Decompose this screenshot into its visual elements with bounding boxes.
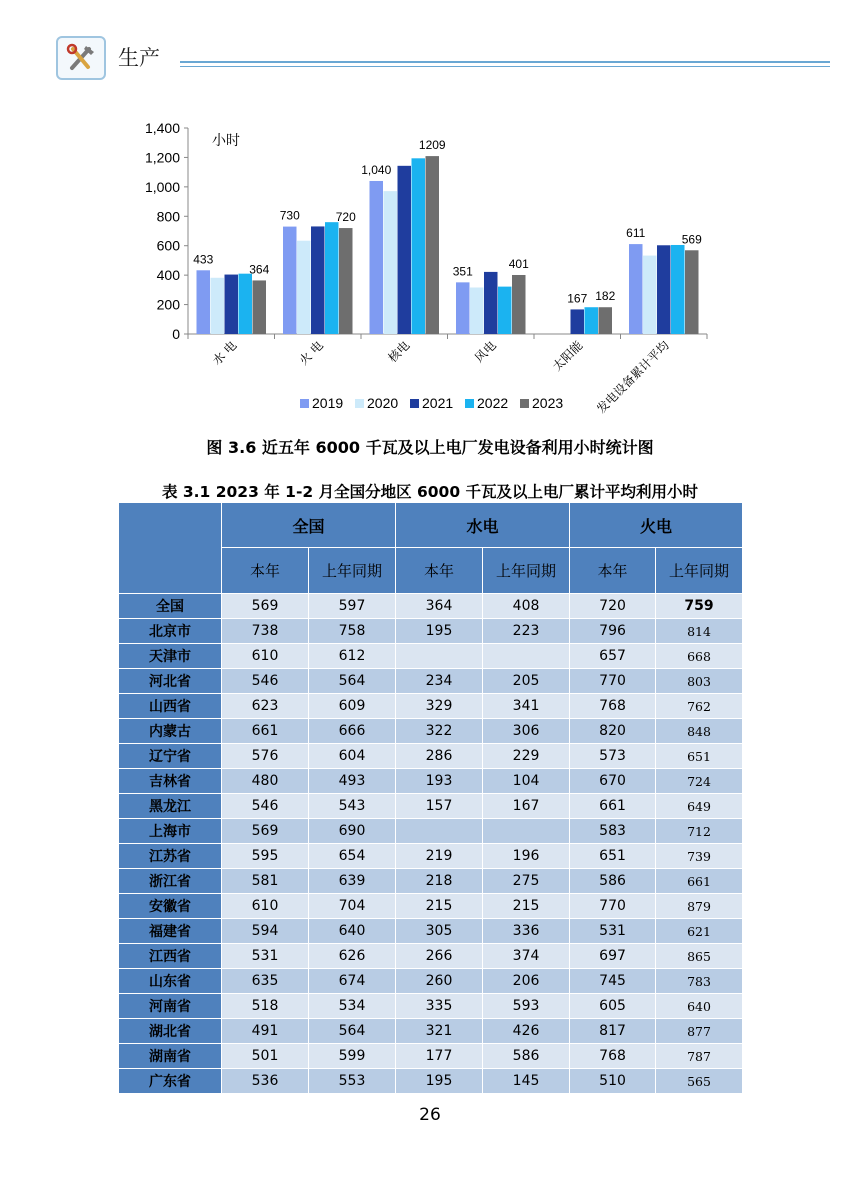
sub-header: 上年同期 xyxy=(656,548,743,594)
value-cell: 759 xyxy=(656,594,743,619)
legend-label: 2022 xyxy=(477,395,509,411)
region-cell: 全国 xyxy=(119,594,222,619)
utilization-hours-chart xyxy=(0,0,860,430)
data-label: 182 xyxy=(595,289,616,304)
value-cell: 593 xyxy=(483,994,570,1019)
y-tick-label: 800 xyxy=(156,208,180,225)
value-cell: 586 xyxy=(570,869,656,894)
bar xyxy=(370,181,384,334)
data-label: 1209 xyxy=(418,138,446,153)
value-cell: 674 xyxy=(309,969,396,994)
value-cell: 266 xyxy=(396,944,483,969)
value-cell: 814 xyxy=(656,619,743,644)
y-tick-label: 1,400 xyxy=(144,120,180,136)
value-cell: 654 xyxy=(309,844,396,869)
value-cell: 206 xyxy=(483,969,570,994)
value-cell: 426 xyxy=(483,1019,570,1044)
legend-label: 2023 xyxy=(532,395,564,411)
bar xyxy=(599,307,613,334)
group-header: 火电 xyxy=(570,503,743,548)
table-row xyxy=(119,869,743,894)
legend-swatch xyxy=(520,399,529,408)
y-tick-label: 200 xyxy=(156,296,180,313)
value-cell: 865 xyxy=(656,944,743,969)
value-cell: 260 xyxy=(396,969,483,994)
value-cell: 583 xyxy=(570,819,656,844)
value-cell: 787 xyxy=(656,1044,743,1069)
value-cell: 657 xyxy=(570,644,656,669)
region-cell: 天津市 xyxy=(119,644,222,669)
table-row xyxy=(119,744,743,769)
value-cell: 104 xyxy=(483,769,570,794)
table-row xyxy=(119,644,743,669)
table-row xyxy=(119,1019,743,1044)
bar xyxy=(671,245,685,334)
value-cell: 626 xyxy=(309,944,396,969)
x-category-label: 发电设备累计平均 xyxy=(594,338,672,417)
table-row xyxy=(119,819,743,844)
value-cell: 569 xyxy=(222,594,309,619)
value-cell: 720 xyxy=(570,594,656,619)
x-category-label: 水 电 xyxy=(209,338,240,368)
region-cell: 河南省 xyxy=(119,994,222,1019)
table-row xyxy=(119,844,743,869)
value-cell: 758 xyxy=(309,619,396,644)
value-cell: 564 xyxy=(309,669,396,694)
bar xyxy=(643,256,657,334)
value-cell: 651 xyxy=(570,844,656,869)
data-label: 167 xyxy=(567,291,588,306)
data-label: 401 xyxy=(508,256,529,271)
value-cell xyxy=(396,644,483,669)
bar xyxy=(657,245,671,334)
region-cell: 广东省 xyxy=(119,1069,222,1094)
bar xyxy=(325,222,339,334)
value-cell: 223 xyxy=(483,619,570,644)
region-cell: 山西省 xyxy=(119,694,222,719)
value-cell: 518 xyxy=(222,994,309,1019)
value-cell: 712 xyxy=(656,819,743,844)
bar xyxy=(629,244,643,334)
data-label: 569 xyxy=(681,232,702,247)
bar xyxy=(470,288,484,334)
value-cell: 649 xyxy=(656,794,743,819)
value-cell: 661 xyxy=(570,794,656,819)
table-row xyxy=(119,769,743,794)
value-cell: 195 xyxy=(396,1069,483,1094)
value-cell: 322 xyxy=(396,719,483,744)
value-cell: 546 xyxy=(222,669,309,694)
value-cell: 493 xyxy=(309,769,396,794)
value-cell: 803 xyxy=(656,669,743,694)
bar xyxy=(426,156,440,334)
bar xyxy=(239,274,253,334)
table-corner-cell xyxy=(119,503,222,594)
value-cell: 565 xyxy=(656,1069,743,1094)
region-cell: 浙江省 xyxy=(119,869,222,894)
legend-swatch xyxy=(465,399,474,408)
legend-label: 2020 xyxy=(367,395,399,411)
value-cell: 546 xyxy=(222,794,309,819)
table-row xyxy=(119,794,743,819)
sub-header: 上年同期 xyxy=(309,548,396,594)
y-tick-label: 400 xyxy=(156,267,180,284)
value-cell: 586 xyxy=(483,1044,570,1069)
table-row xyxy=(119,894,743,919)
value-cell: 329 xyxy=(396,694,483,719)
value-cell: 234 xyxy=(396,669,483,694)
table-row xyxy=(119,669,743,694)
value-cell: 610 xyxy=(222,644,309,669)
region-cell: 湖北省 xyxy=(119,1019,222,1044)
data-label: 433 xyxy=(193,252,214,267)
value-cell: 770 xyxy=(570,669,656,694)
table-row xyxy=(119,969,743,994)
sub-header: 本年 xyxy=(570,548,656,594)
region-cell: 北京市 xyxy=(119,619,222,644)
table-row xyxy=(119,719,743,744)
value-cell: 341 xyxy=(483,694,570,719)
sub-header: 本年 xyxy=(396,548,483,594)
bar xyxy=(211,278,225,334)
x-category-label: 核电 xyxy=(385,338,413,366)
table-row xyxy=(119,919,743,944)
value-cell: 215 xyxy=(483,894,570,919)
value-cell: 848 xyxy=(656,719,743,744)
value-cell: 651 xyxy=(656,744,743,769)
regional-hours-table xyxy=(118,502,743,1094)
bar xyxy=(512,275,526,334)
y-tick-label: 1,200 xyxy=(144,149,180,166)
value-cell: 668 xyxy=(656,644,743,669)
value-cell: 690 xyxy=(309,819,396,844)
value-cell: 639 xyxy=(309,869,396,894)
value-cell: 195 xyxy=(396,619,483,644)
value-cell: 215 xyxy=(396,894,483,919)
bar xyxy=(456,282,470,334)
table-row xyxy=(119,694,743,719)
bar xyxy=(384,191,398,334)
value-cell: 640 xyxy=(656,994,743,1019)
bar xyxy=(311,226,325,334)
value-cell: 768 xyxy=(570,694,656,719)
legend-label: 2019 xyxy=(312,395,344,411)
section-title: 生产 xyxy=(118,46,160,70)
region-cell: 湖南省 xyxy=(119,1044,222,1069)
value-cell: 196 xyxy=(483,844,570,869)
value-cell: 745 xyxy=(570,969,656,994)
value-cell: 553 xyxy=(309,1069,396,1094)
value-cell xyxy=(396,819,483,844)
region-cell: 上海市 xyxy=(119,819,222,844)
legend-swatch xyxy=(355,399,364,408)
bar xyxy=(585,307,599,334)
value-cell: 817 xyxy=(570,1019,656,1044)
bar xyxy=(339,228,353,334)
bar xyxy=(253,280,267,334)
value-cell: 510 xyxy=(570,1069,656,1094)
table-caption: 表 3.1 2023 年 1-2 月全国分地区 6000 千瓦及以上电厂累计平均利用小时 xyxy=(161,483,699,501)
value-cell: 480 xyxy=(222,769,309,794)
value-cell: 610 xyxy=(222,894,309,919)
region-cell: 山东省 xyxy=(119,969,222,994)
x-category-label: 火 电 xyxy=(296,338,326,368)
value-cell xyxy=(483,819,570,844)
region-cell: 江西省 xyxy=(119,944,222,969)
table-row xyxy=(119,944,743,969)
value-cell: 621 xyxy=(656,919,743,944)
data-label: 1,040 xyxy=(361,162,392,177)
value-cell: 661 xyxy=(222,719,309,744)
value-cell: 531 xyxy=(222,944,309,969)
legend-label: 2021 xyxy=(422,395,454,411)
value-cell: 599 xyxy=(309,1044,396,1069)
region-cell: 黑龙江 xyxy=(119,794,222,819)
y-tick-label: 600 xyxy=(156,237,180,254)
x-category-label: 风电 xyxy=(471,338,499,366)
value-cell: 336 xyxy=(483,919,570,944)
value-cell: 275 xyxy=(483,869,570,894)
region-cell: 辽宁省 xyxy=(119,744,222,769)
bar xyxy=(685,250,699,334)
value-cell: 670 xyxy=(570,769,656,794)
group-header: 水电 xyxy=(396,503,570,548)
legend-swatch xyxy=(300,399,309,408)
value-cell: 762 xyxy=(656,694,743,719)
value-cell: 543 xyxy=(309,794,396,819)
value-cell: 597 xyxy=(309,594,396,619)
value-cell: 820 xyxy=(570,719,656,744)
value-cell: 576 xyxy=(222,744,309,769)
value-cell: 157 xyxy=(396,794,483,819)
value-cell: 205 xyxy=(483,669,570,694)
data-label: 611 xyxy=(626,226,646,241)
value-cell: 594 xyxy=(222,919,309,944)
value-cell: 193 xyxy=(396,769,483,794)
value-cell: 286 xyxy=(396,744,483,769)
bar xyxy=(225,275,239,334)
value-cell: 697 xyxy=(570,944,656,969)
value-cell: 145 xyxy=(483,1069,570,1094)
value-cell: 218 xyxy=(396,869,483,894)
region-cell: 安徽省 xyxy=(119,894,222,919)
value-cell: 536 xyxy=(222,1069,309,1094)
data-label: 730 xyxy=(279,208,300,223)
value-cell: 739 xyxy=(656,844,743,869)
value-cell: 581 xyxy=(222,869,309,894)
value-cell: 564 xyxy=(309,1019,396,1044)
page-number: 26 xyxy=(419,1105,441,1125)
region-cell: 福建省 xyxy=(119,919,222,944)
value-cell: 569 xyxy=(222,819,309,844)
sub-header: 本年 xyxy=(222,548,309,594)
region-cell: 江苏省 xyxy=(119,844,222,869)
value-cell: 609 xyxy=(309,694,396,719)
value-cell: 605 xyxy=(570,994,656,1019)
value-cell: 738 xyxy=(222,619,309,644)
bar xyxy=(398,166,412,334)
value-cell: 612 xyxy=(309,644,396,669)
value-cell: 877 xyxy=(656,1019,743,1044)
value-cell: 534 xyxy=(309,994,396,1019)
value-cell: 167 xyxy=(483,794,570,819)
value-cell: 595 xyxy=(222,844,309,869)
value-cell: 661 xyxy=(656,869,743,894)
region-cell: 吉林省 xyxy=(119,769,222,794)
value-cell: 306 xyxy=(483,719,570,744)
bar xyxy=(498,287,512,334)
legend-swatch xyxy=(410,399,419,408)
region-cell: 内蒙古 xyxy=(119,719,222,744)
bar xyxy=(297,241,311,334)
value-cell: 724 xyxy=(656,769,743,794)
group-header: 全国 xyxy=(222,503,396,548)
sub-header: 上年同期 xyxy=(483,548,570,594)
unit-label: 小时 xyxy=(212,133,240,149)
data-label: 351 xyxy=(452,264,473,279)
table-row xyxy=(119,1069,743,1094)
value-cell: 783 xyxy=(656,969,743,994)
y-tick-label: 1,000 xyxy=(144,178,180,195)
data-label: 720 xyxy=(335,210,356,225)
table-row xyxy=(119,1044,743,1069)
value-cell: 640 xyxy=(309,919,396,944)
x-category-label: 太阳能 xyxy=(550,338,586,374)
value-cell: 501 xyxy=(222,1044,309,1069)
value-cell: 219 xyxy=(396,844,483,869)
value-cell: 704 xyxy=(309,894,396,919)
figure-caption: 图 3.6 近五年 6000 千瓦及以上电厂发电设备利用小时统计图 xyxy=(206,438,654,457)
value-cell: 374 xyxy=(483,944,570,969)
value-cell: 666 xyxy=(309,719,396,744)
value-cell: 879 xyxy=(656,894,743,919)
value-cell: 796 xyxy=(570,619,656,644)
bar xyxy=(283,227,297,334)
value-cell: 635 xyxy=(222,969,309,994)
value-cell: 408 xyxy=(483,594,570,619)
table-row xyxy=(119,594,743,619)
value-cell: 573 xyxy=(570,744,656,769)
value-cell: 335 xyxy=(396,994,483,1019)
y-tick-label: 0 xyxy=(172,326,180,342)
value-cell: 364 xyxy=(396,594,483,619)
bar xyxy=(197,270,211,334)
value-cell: 229 xyxy=(483,744,570,769)
value-cell: 321 xyxy=(396,1019,483,1044)
value-cell: 604 xyxy=(309,744,396,769)
value-cell: 177 xyxy=(396,1044,483,1069)
value-cell: 491 xyxy=(222,1019,309,1044)
table-row xyxy=(119,994,743,1019)
bar xyxy=(412,158,426,334)
bar xyxy=(484,272,498,334)
value-cell: 770 xyxy=(570,894,656,919)
value-cell xyxy=(483,644,570,669)
region-cell: 河北省 xyxy=(119,669,222,694)
value-cell: 531 xyxy=(570,919,656,944)
value-cell: 305 xyxy=(396,919,483,944)
bar xyxy=(571,309,585,334)
data-label: 364 xyxy=(249,262,270,277)
table-row xyxy=(119,619,743,644)
value-cell: 768 xyxy=(570,1044,656,1069)
value-cell: 623 xyxy=(222,694,309,719)
